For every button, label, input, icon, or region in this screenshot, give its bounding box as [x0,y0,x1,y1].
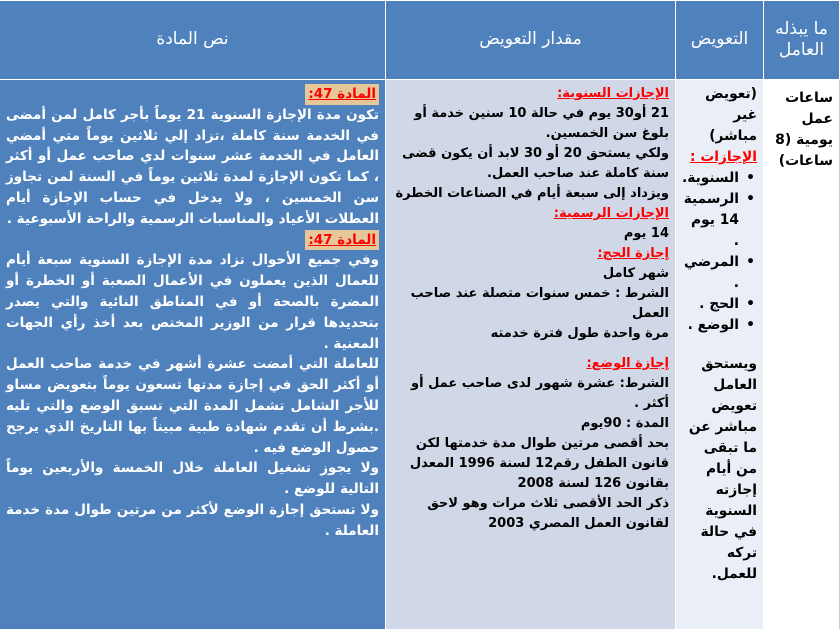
hajj-leave-title: إجازة الحج: [597,246,669,261]
hajj-leave-line: مرة واحدة طول فترة خدمته [490,326,669,341]
article-2-text-d: ولا تستحق إجازة الوضع لأكثر من مرتين طوال مدة خدمة العاملة . [6,501,379,539]
compensation-cell [676,80,764,630]
header-amount: مقدار التعويض [386,1,676,80]
article-text-cell [0,80,386,630]
effort-cell [764,80,840,630]
comp-leave-item: • المرضي . [682,252,739,294]
header-article-text: نص المادة [0,1,386,80]
official-leave-line: 14 يوم [623,226,669,241]
comp-days: 14 يوم . [691,212,739,249]
hajj-leave-line: الشرط : خمس سنوات متصلة عند صاحب العمل [410,286,669,321]
comp-leave-item: • السنوية. [682,168,739,189]
article-2-text-c: ولا يجوز تشغيل العاملة خلال الخمسة والأربعين يوماً التالية للوضع . [6,460,379,498]
annual-leave-title: الإجازات السنوية: [557,86,669,101]
article-1-label-row [6,84,379,105]
comp-intro: (تعويض غير مباشر) [705,86,757,144]
header-compensation: التعويض [676,1,764,80]
maternity-leave-line: المدة : 90يوم [580,416,669,431]
annual-leave-line: ولكي يستحق 20 أو 30 لابد أن يكون قضى سنة كاملة عند صاحب العمل. [402,146,669,181]
maternity-leave-title: إجازة الوضع: [586,356,669,371]
annual-leave-line: ويزداد إلى سبعة أيام في الصناعات الخطرة [395,186,669,201]
header-row [0,1,840,80]
comp-leaves-list-2 [682,252,757,336]
comp-leaves-list [682,168,757,210]
article-1-label: المادة 47: [305,84,379,105]
official-leave-title: الإجازات الرسمية: [553,206,669,221]
article-1-text: تكون مدة الإجازة السنوية 21 يوماً بأجر كامل لمن أمضى في الخدمة سنة كاملة ،تزاد إلي ثلاثين يوماً متي أمضي العامل في الخدمة عشر سنوات لدي صاحب عمل أو أكثر ، كما تكون الإجازة لمدة ثلاثين يوماً في السنة لمن تجاوز سن الخمسين ، ولا يدخل في حساب الإجازة أيام العطلات الأعياد والمناسبات الرسمية والراحة الأسبوعية . [6,106,379,227]
article-2-label: المادة 47: [305,230,379,251]
comp-leaves-title: الإجازات : [690,149,757,165]
maternity-leave-line: الشرط: عشرة شهور لدى صاحب عمل أو أكثر . [411,376,669,411]
comp-leave-item: • الوضع . [682,315,739,336]
maternity-leave-line: بحد أقصى مرتين طوال مدة خدمتها لكن قانون الطفل رقم12 لسنة 1996 المعدل بقانون 126 لسنة 2008 [409,436,669,491]
comp-leave-item: • الرسمية [682,189,739,210]
header-effort: ما يبذله العامل [764,1,840,80]
effort-text: ساعات عمل يومية (8 ساعات) [775,90,833,169]
hajj-leave-line: شهر كامل [602,266,669,281]
body-row [0,80,840,630]
maternity-leave-line: ذكر الحد الأقصى ثلاث مرات وهو لاحق لقانون العمل المصري 2003 [427,496,669,531]
article-2-text-b: للعاملة التي أمضت عشرة أشهر في خدمة صاحب العمل أو أكثر الحق في إجازة مدتها تسعون يوماً بتعويض مساو للأجر الشامل تشمل المدة التي تسبق الوضع والتي تليه .بشرط أن تقدم شهادة طبية مبيناً بها التاريخ الذي يرجح حصول الوضع فيه . [6,356,379,456]
article-2-text: وفي جميع الأحوال تزاد مدة الإجازة السنوية سبعة أيام للعمال الذين يعملون في الأعمال الصعبة أو الخطرة أو المضرة بالصحة أو في المناطق النائية والتي يصدر بتحديدها قرار من الوزير المختص بعد أخذ رأي الجهات المعنية . [6,252,379,352]
comp-leave-item: • الحج . [682,294,739,315]
article-2-label-row [6,230,379,251]
amount-cell [386,80,676,630]
annual-leave-line: 21 أو30 يوم في حالة 10 سنين خدمة أو بلوغ سن الخمسين. [414,106,669,141]
comp-note: ويستحق العامل تعويض مباشر عن ما تبقى من أيام إجازته السنوية في حالة تركه للعمل. [688,356,757,582]
